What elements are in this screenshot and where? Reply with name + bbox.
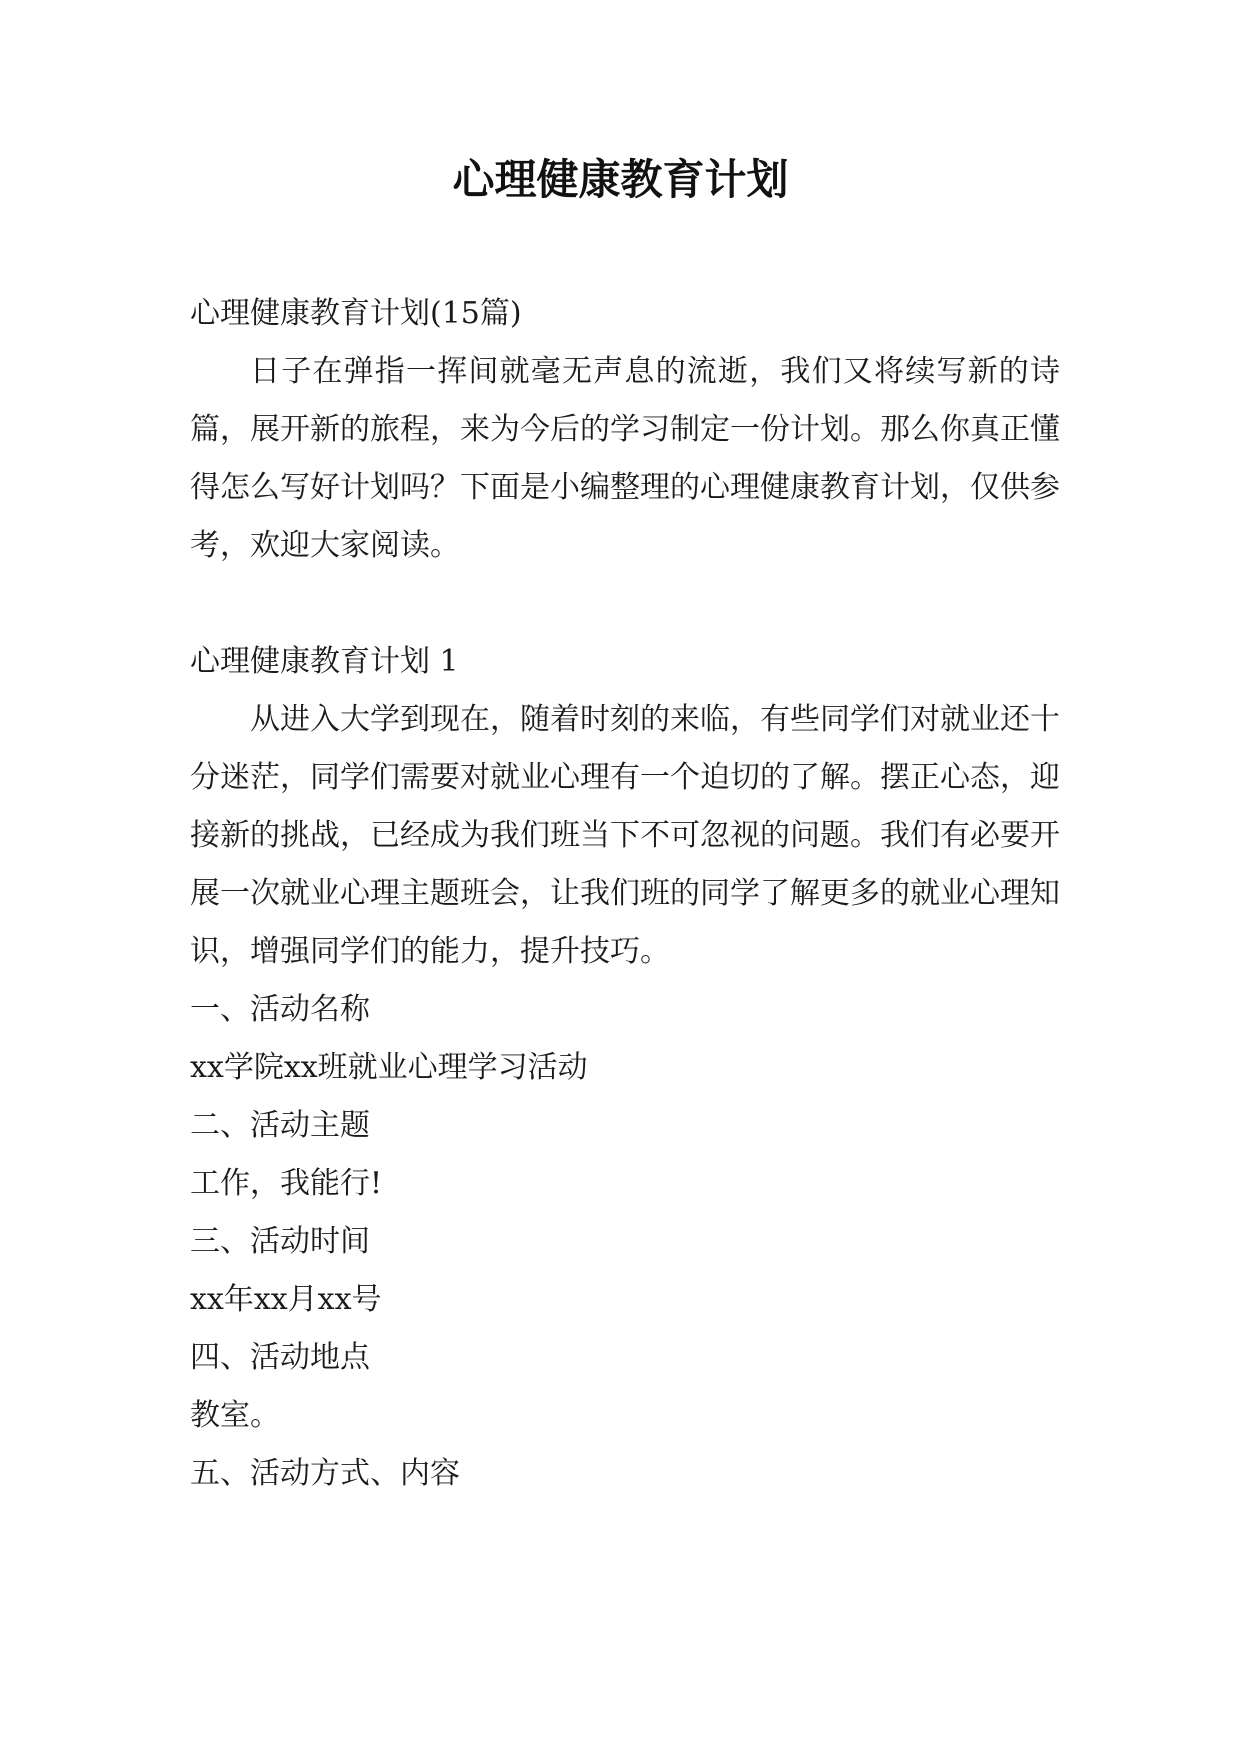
- list-item-activity-theme: 工作，我能行!: [190, 1166, 383, 1201]
- list-item-activity-theme-heading: 二、活动主题: [190, 1108, 370, 1143]
- document-body: [190, 285, 1060, 1503]
- intro-paragraph: 日子在弹指一挥间就毫无声息的流逝，我们又将续写新的诗篇，展开新的旅程，来为今后的学习制定一份计划。那么你真正懂得怎么写好计划吗？下面是小编整理的心理健康教育计划，仅供参考，欢迎大家阅读。: [190, 354, 1060, 563]
- list-item-activity-location-heading: 四、活动地点: [190, 1340, 370, 1375]
- list-item-activity-name-heading: 一、活动名称: [190, 992, 370, 1027]
- section-spacer: [190, 575, 1060, 633]
- list-item-activity-time: xx年xx月xx号: [190, 1282, 382, 1317]
- list-item-activity-name: xx学院xx班就业心理学习活动: [190, 1050, 588, 1085]
- section-heading: 心理健康教育计划 1: [190, 644, 459, 679]
- section-paragraph: 从进入大学到现在，随着时刻的来临，有些同学们对就业还十分迷茫，同学们需要对就业心理有一个迫切的了解。摆正心态，迎接新的挑战，已经成为我们班当下不可忽视的问题。我们有必要开展一次就业心理主题班会，让我们班的同学了解更多的就业心理知识，增强同学们的能力，提升技巧。: [190, 702, 1060, 969]
- list-item-activity-location: 教室。: [190, 1398, 280, 1433]
- list-item-activity-method-heading: 五、活动方式、内容: [190, 1456, 460, 1491]
- list-item-activity-time-heading: 三、活动时间: [190, 1224, 370, 1259]
- document-title: 心理健康教育计划: [452, 155, 789, 204]
- collection-subtitle: 心理健康教育计划(15篇): [190, 296, 522, 331]
